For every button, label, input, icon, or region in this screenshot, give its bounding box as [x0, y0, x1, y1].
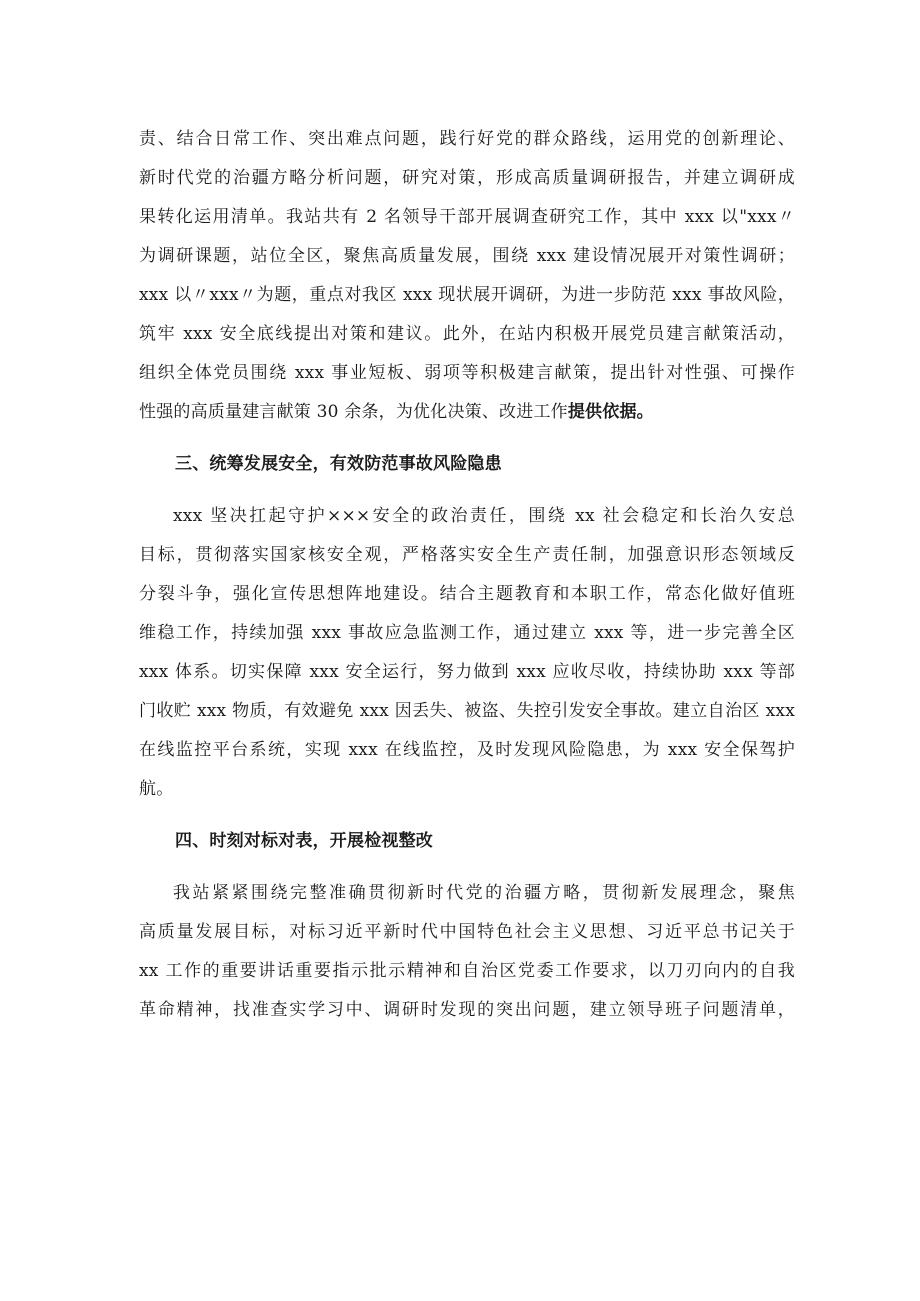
- text-run: 性强的高质量建言献策 30 余条，为优化决策、改进工作: [139, 402, 568, 422]
- text-line: 高质量发展目标，对标习近平新时代中国特色社会主义思想、习近平总书记关于: [139, 922, 795, 942]
- text-line: 革命精神，找准查实学习中、调研时发现的突出问题，建立领导班子问题清单，: [139, 1000, 795, 1020]
- text-line: xxx 坚决扛起守护×××安全的政治责任，围绕 xx 社会稳定和长治久安总: [173, 506, 795, 526]
- text-line: xx 工作的重要讲话重要指示批示精神和自治区党委工作要求，以刀刃向内的自我: [139, 961, 795, 981]
- text-line: 分裂斗争，强化宣传思想阵地建设。结合主题教育和本职工作，常态化做好值班: [139, 584, 795, 604]
- text-line: 组织全体党员围绕 xxx 事业短板、弱项等积极建言献策，提出针对性强、可操作: [139, 363, 795, 383]
- text-line: xxx 以〃xxx〃为题，重点对我区 xxx 现状展开调研，为进一步防范 xxx 事故风险，: [139, 285, 795, 305]
- text-line: 航。: [139, 779, 174, 799]
- text-line: 目标，贯彻落实国家核安全观，严格落实安全生产责任制，加强意识形态领域反: [139, 545, 795, 565]
- text-line: [139, 393, 795, 432]
- section-heading-3: 三、统筹发展安全，有效防范事故风险隐患: [175, 454, 502, 474]
- text-line: 为调研课题，站位全区，聚焦高质量发展，围绕 xxx 建设情况展开对策性调研；: [139, 246, 795, 266]
- text-line: 我站紧紧围绕完整准确贯彻新时代党的治疆方略，贯彻新发展理念，聚焦: [173, 883, 795, 903]
- text-line: 责、结合日常工作、突出难点问题，践行好党的群众路线，运用党的创新理论、: [139, 129, 795, 149]
- text-line: 门收贮 xxx 物质，有效避免 xxx 因丢失、被盗、失控引发安全事故。建立自治区 xxx: [139, 701, 795, 721]
- paragraph-rectification: [139, 874, 795, 1030]
- document-body: [139, 120, 795, 1030]
- paragraph-research: [139, 120, 795, 432]
- section-heading-4: 四、时刻对标对表，开展检视整改: [175, 831, 433, 851]
- text-line: 在线监控平台系统，实现 xxx 在线监控，及时发现风险隐患，为 xxx 安全保驾护: [139, 740, 795, 760]
- text-line: 新时代党的治疆方略分析问题，研究对策，形成高质量调研报告，并建立调研成: [139, 168, 795, 188]
- text-line: 维稳工作，持续加强 xxx 事故应急监测工作，通过建立 xxx 等，进一步完善全区: [139, 623, 795, 643]
- text-line: xxx 体系。切实保障 xxx 安全运行，努力做到 xxx 应收尽收，持续协助 xxx 等部: [139, 662, 795, 682]
- bold-text-run: 提供依据。: [567, 402, 654, 422]
- text-line: 筑牢 xxx 安全底线提出对策和建议。此外，在站内积极开展党员建言献策活动，: [139, 324, 795, 344]
- paragraph-safety: [139, 497, 795, 809]
- text-line: 果转化运用清单。我站共有 2 名领导干部开展调查研究工作，其中 xxx 以"xxx〃: [139, 207, 795, 227]
